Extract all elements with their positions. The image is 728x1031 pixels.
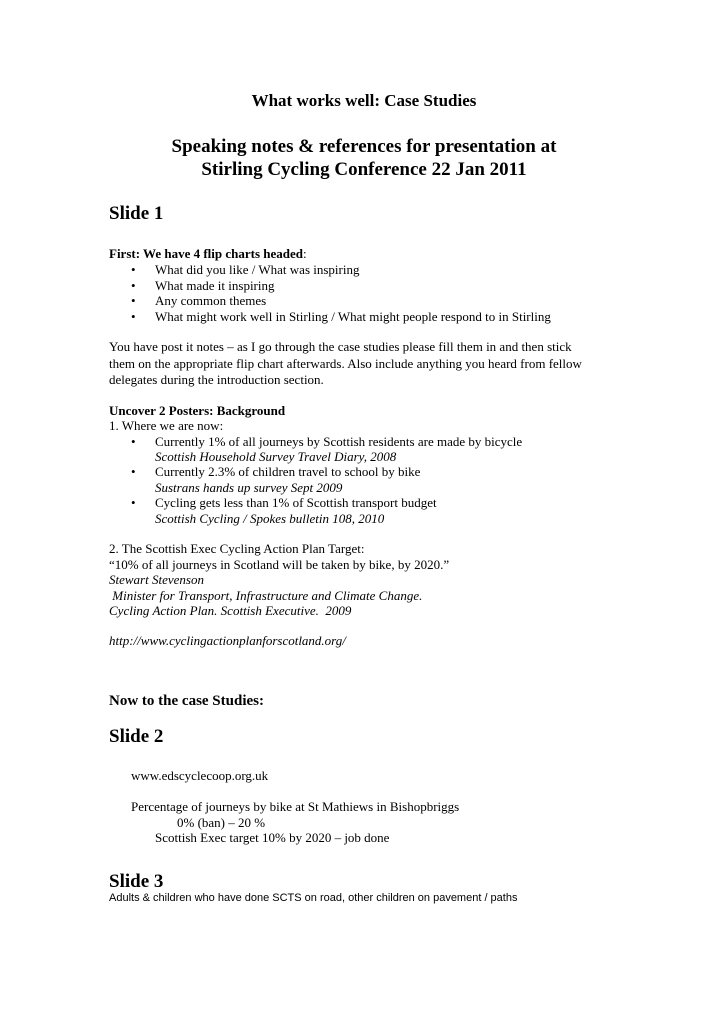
- flip-item: Any common themes: [155, 293, 267, 308]
- quote-author: Stewart Stevenson: [109, 572, 204, 587]
- quote-role: Minister for Transport, Infrastructure and Climate Change.: [109, 588, 423, 603]
- bullet-icon: •: [131, 262, 136, 277]
- slide2-percent-heading: Percentage of journeys by bike at St Mathiews in Bishopbriggs: [131, 799, 460, 814]
- target-quote: “10% of all journeys in Scotland will be taken by bike, by 2020.”: [109, 557, 450, 572]
- flip-charts-intro-bold: First: We have 4 flip charts headed: [109, 246, 304, 261]
- bullet-icon: •: [131, 434, 136, 449]
- fact-text: Currently 2.3% of children travel to school by bike: [155, 464, 421, 479]
- slide2-heading: Slide 2: [109, 726, 164, 747]
- subtitle-line-2: Stirling Cycling Conference 22 Jan 2011: [201, 159, 527, 180]
- postit-paragraph-line: delegates during the introduction section.: [109, 372, 324, 387]
- quote-source: Cycling Action Plan. Scottish Executive. 2009: [109, 603, 352, 618]
- bullet-icon: •: [131, 309, 136, 324]
- action-plan-url[interactable]: http://www.cyclingactionplanforscotland.org/: [109, 633, 346, 648]
- fact-text: Currently 1% of all journeys by Scottish residents are made by bicycle: [155, 434, 523, 449]
- slide3-note: Adults & children who have done SCTS on road, other children on pavement / paths: [109, 892, 518, 904]
- bullet-icon: •: [131, 293, 136, 308]
- flip-item: What might work well in Stirling / What might people respond to in Stirling: [155, 309, 551, 324]
- posters-heading: Uncover 2 Posters: Background: [109, 403, 286, 418]
- bullet-icon: •: [131, 495, 136, 510]
- slide1-heading: Slide 1: [109, 203, 164, 224]
- flip-item: What did you like / What was inspiring: [155, 262, 360, 277]
- bullet-icon: •: [131, 278, 136, 293]
- flip-charts-intro: [109, 246, 307, 262]
- fact-source: Scottish Household Survey Travel Diary, 2008: [155, 449, 397, 464]
- postit-paragraph-line: them on the appropriate flip chart afterwards. Also include anything you heard from fellow: [109, 356, 582, 371]
- subtitle-line-1: Speaking notes & references for presentation at: [171, 136, 557, 157]
- target-heading: 2. The Scottish Exec Cycling Action Plan Target:: [109, 541, 365, 556]
- slide2-website[interactable]: www.edscyclecoop.org.uk: [131, 768, 269, 783]
- fact-source: Scottish Cycling / Spokes bulletin 108, 2010: [155, 511, 385, 526]
- bullet-icon: •: [131, 464, 136, 479]
- fact-source: Sustrans hands up survey Sept 2009: [155, 480, 343, 495]
- document-title: What works well: Case Studies: [251, 91, 477, 110]
- fact-text: Cycling gets less than 1% of Scottish transport budget: [155, 495, 437, 510]
- slide2-percent-change: 0% (ban) – 20 %: [177, 815, 266, 830]
- slide2-target-note: Scottish Exec target 10% by 2020 – job done: [155, 830, 390, 845]
- postit-paragraph-line: You have post it notes – as I go through the case studies please fill them in and then stick: [109, 339, 572, 354]
- slide3-heading: Slide 3: [109, 871, 164, 892]
- where-heading: 1. Where we are now:: [109, 418, 224, 433]
- flip-item: What made it inspiring: [155, 278, 275, 293]
- flip-charts-intro-colon: :: [303, 246, 307, 261]
- case-studies-heading: Now to the case Studies:: [109, 693, 264, 709]
